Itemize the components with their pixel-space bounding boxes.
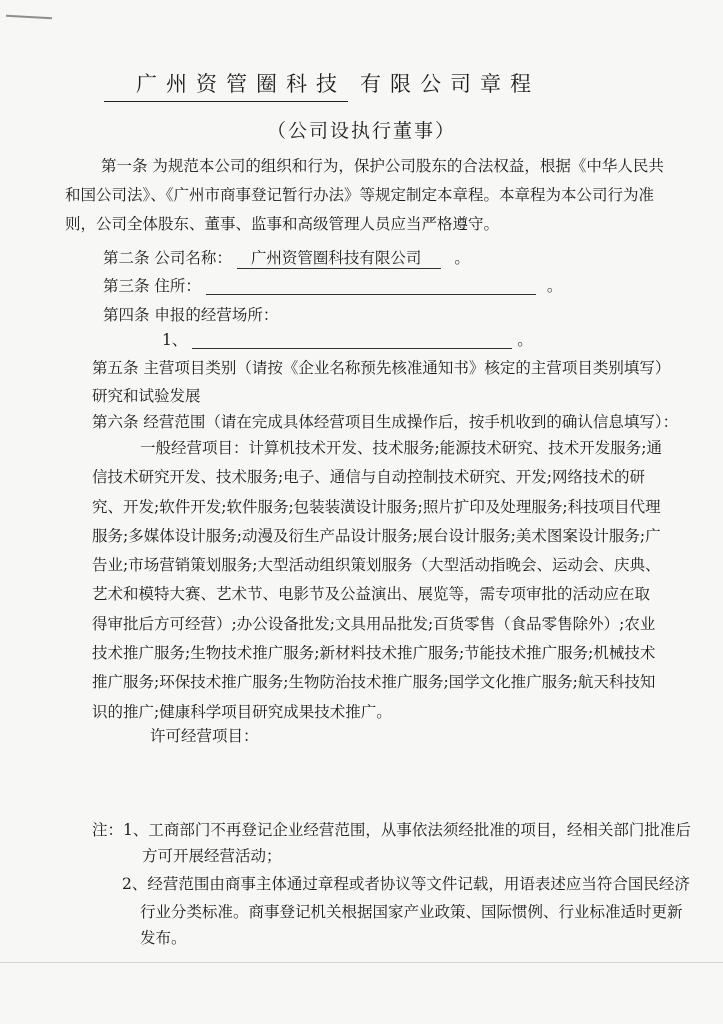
note-2-line-1	[122, 872, 690, 894]
article-4-item	[162, 328, 533, 350]
note-2-line-3: 发布。	[140, 929, 187, 947]
article-2-label: 第二条 公司名称：	[103, 249, 232, 267]
document-title	[104, 68, 683, 102]
article-4-item-number: 1、	[162, 331, 188, 349]
title-company-name: 广州资管圈科技	[104, 68, 348, 102]
premises-blank-line	[192, 330, 512, 349]
article-3	[103, 274, 562, 296]
article-5-label: 第五条 主营项目类别（请按《企业名称预先核准通知书》核定的主营项目类别填写）	[92, 359, 671, 377]
note-2-line-2: 行业分类标准。商事登记机关根据国家产业政策、国际惯例、行业标准适时更新	[140, 903, 683, 921]
article-4-label: 第四条 申报的经营场所：	[103, 306, 279, 324]
article-2-end: 。	[454, 249, 470, 267]
note-1-line-1	[92, 818, 691, 840]
note-1-line-2: 方可开展经营活动；	[142, 847, 282, 865]
staple-mark	[6, 15, 52, 19]
article-5-value: 研究和试验发展	[92, 387, 201, 405]
address-blank-line	[206, 276, 536, 295]
note-1-text-1: 工商部门不再登记企业经营范围，从事依法须经批准的项目，经相关部门批准后	[148, 821, 691, 839]
article-3-end: 。	[546, 277, 563, 295]
business-scope-text: 一般经营项目：计算机技术开发、技术服务;能源技术研究、技术开发服务;通信技术研究开发、技术服务;电子、通信与自动控制技术研究、开发;网络技术的研究、开发;软件开发;软件服务;包装装潢设计服务;照片扩印及处理服务;科技项目代理服务;多媒体设计服务;动漫及衍生产品设计服务;展台设计服务;美术图案设计服务;广告业;市场营销策划服务;大型活动组织策划服务（大型活动指晚会、运动会、庆典、艺术和模特大赛、艺术节、电影节及公益演出、展览等，需专项审批的活动应在取得审批后方可经营）;办公设备批发;文具用品批发;百货零售（食品零售除外）;农业技术推广服务;生物技术推广服务;新材料技术推广服务;节能技术推广服务;机械技术推广服务;环保技术推广服务;生物防治技术推广服务;国学文化推广服务;航天科技知识的推广;健康科学项目研究成果技术推广。	[92, 439, 662, 721]
article-4-end: 。	[517, 331, 533, 349]
note-2-prefix: 2、	[122, 875, 148, 893]
article-3-label: 第三条 住所：	[103, 277, 201, 295]
licensed-items-label: 许可经营项目：	[150, 727, 259, 745]
title-suffix: 有限公司章程	[360, 72, 540, 96]
scan-edge-line	[0, 962, 723, 963]
company-name-field: 广州资管圈科技有限公司	[237, 249, 442, 269]
article-6-label: 第六条 经营范围（请在完成具体经营项目生成操作后，按手机收到的确认信息填写）：	[92, 413, 679, 431]
document-subtitle: （公司设执行董事）	[266, 120, 456, 142]
note-2-text-1: 经营范围由商事主体通过章程或者协议等文件记载，用语表述应当符合国民经济	[147, 875, 690, 893]
article-2	[103, 246, 470, 268]
note-1-prefix: 注：1、	[92, 821, 149, 839]
article-1: 第一条 为规范本公司的组织和行为，保护公司股东的合法权益，根据《中华人民共和国公司法》、《广州市商事登记暂行办法》等规定制定本章程。本章程为本公司行为准则，公司全体股东、董事、监事和高级管理人员应当严格遵守。	[65, 157, 664, 233]
